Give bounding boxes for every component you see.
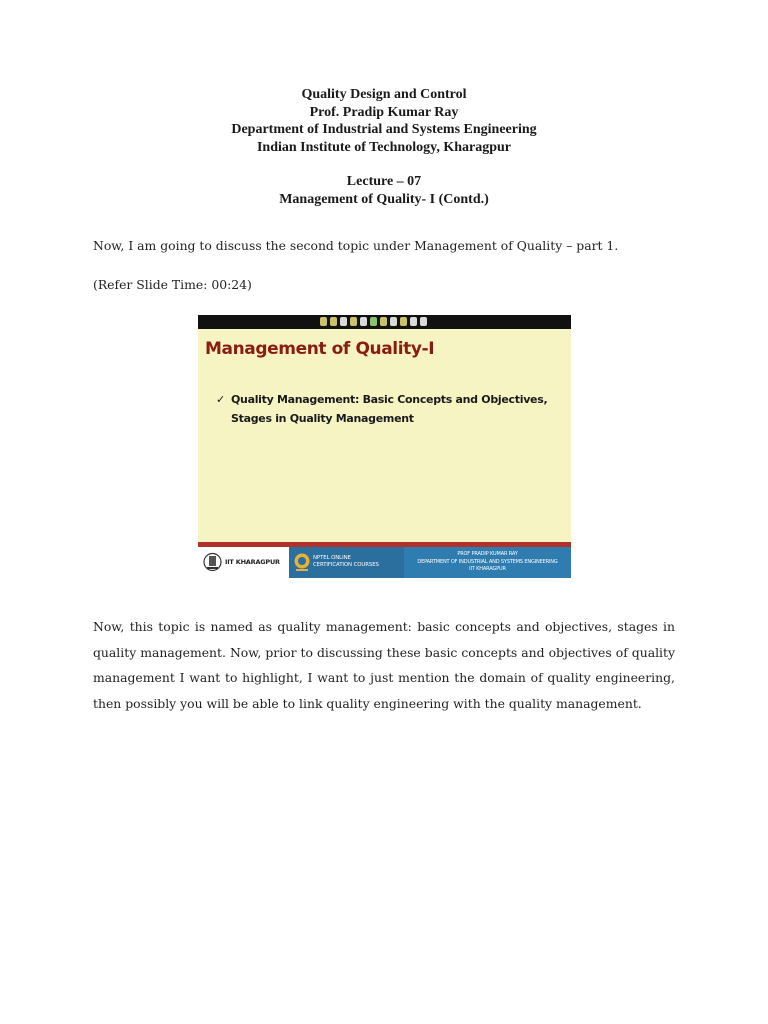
certification-courses-label: CERTIFICATION COURSES xyxy=(313,562,379,568)
lecture-slide-image xyxy=(198,315,571,578)
clear-icon xyxy=(420,317,427,326)
checkmark-icon: ✓ xyxy=(216,393,225,406)
text-icon xyxy=(400,317,407,326)
lecture-number: Lecture – 07 xyxy=(346,174,422,189)
slide-bullet xyxy=(216,390,556,428)
institute-name: Indian Institute of Technology, Kharagpur xyxy=(256,139,511,155)
eraser-icon xyxy=(360,317,367,326)
marker-icon xyxy=(380,317,387,326)
nptel-branding xyxy=(289,547,404,578)
course-title: Quality Design and Control xyxy=(301,87,467,102)
department-name: Department of Industrial and Systems Engineering xyxy=(231,122,537,137)
slide-toolbar xyxy=(198,315,571,329)
color-icon xyxy=(370,317,377,326)
intro-paragraph: Now, I am going to discuss the second topic under Management of Quality – part 1. xyxy=(93,238,619,253)
credit-department: DEPARTMENT OF INDUSTRIAL AND SYSTEMS ENGINEERING xyxy=(417,558,558,565)
nptel-logo-icon xyxy=(293,551,311,573)
iit-kharagpur-label: IIT KHARAGPUR xyxy=(225,558,280,566)
iit-kharagpur-logo-icon xyxy=(203,550,222,574)
shape-icon xyxy=(390,317,397,326)
arrow-icon xyxy=(340,317,347,326)
header-gap xyxy=(0,156,768,173)
professor-credit xyxy=(404,551,571,574)
slide-footer xyxy=(198,547,571,578)
professor-name: Prof. Pradip Kumar Ray xyxy=(309,104,459,120)
undo-icon xyxy=(410,317,417,326)
document-header xyxy=(0,86,768,208)
iit-branding xyxy=(198,547,289,578)
credit-professor: PROF PRADIP KUMAR RAY xyxy=(457,551,518,557)
credit-institute: IIT KHARAGPUR xyxy=(469,566,506,572)
body-paragraph: Now, this topic is named as quality management: basic concepts and objectives, stages in quality management. Now, prior to discussing these basic concepts and objectives of quality management I want to highlight, I want to just mention the domain of quality engineering, then possibly you will be able to link quality engineering with the quality management. xyxy=(93,619,675,711)
nptel-online-label: NPTEL ONLINE xyxy=(313,555,351,561)
pointer-icon xyxy=(320,317,327,326)
slide-title: Management of Quality-I xyxy=(205,339,435,359)
slide-bullet-text: Quality Management: Basic Concepts and Objectives, Stages in Quality Management xyxy=(231,393,548,425)
refer-slide-time: (Refer Slide Time: 00:24) xyxy=(93,277,252,292)
toolbar-icons xyxy=(320,317,427,326)
lecture-title: Management of Quality- I (Contd.) xyxy=(279,191,489,207)
highlighter-icon xyxy=(350,317,357,326)
pen-icon xyxy=(330,317,337,326)
